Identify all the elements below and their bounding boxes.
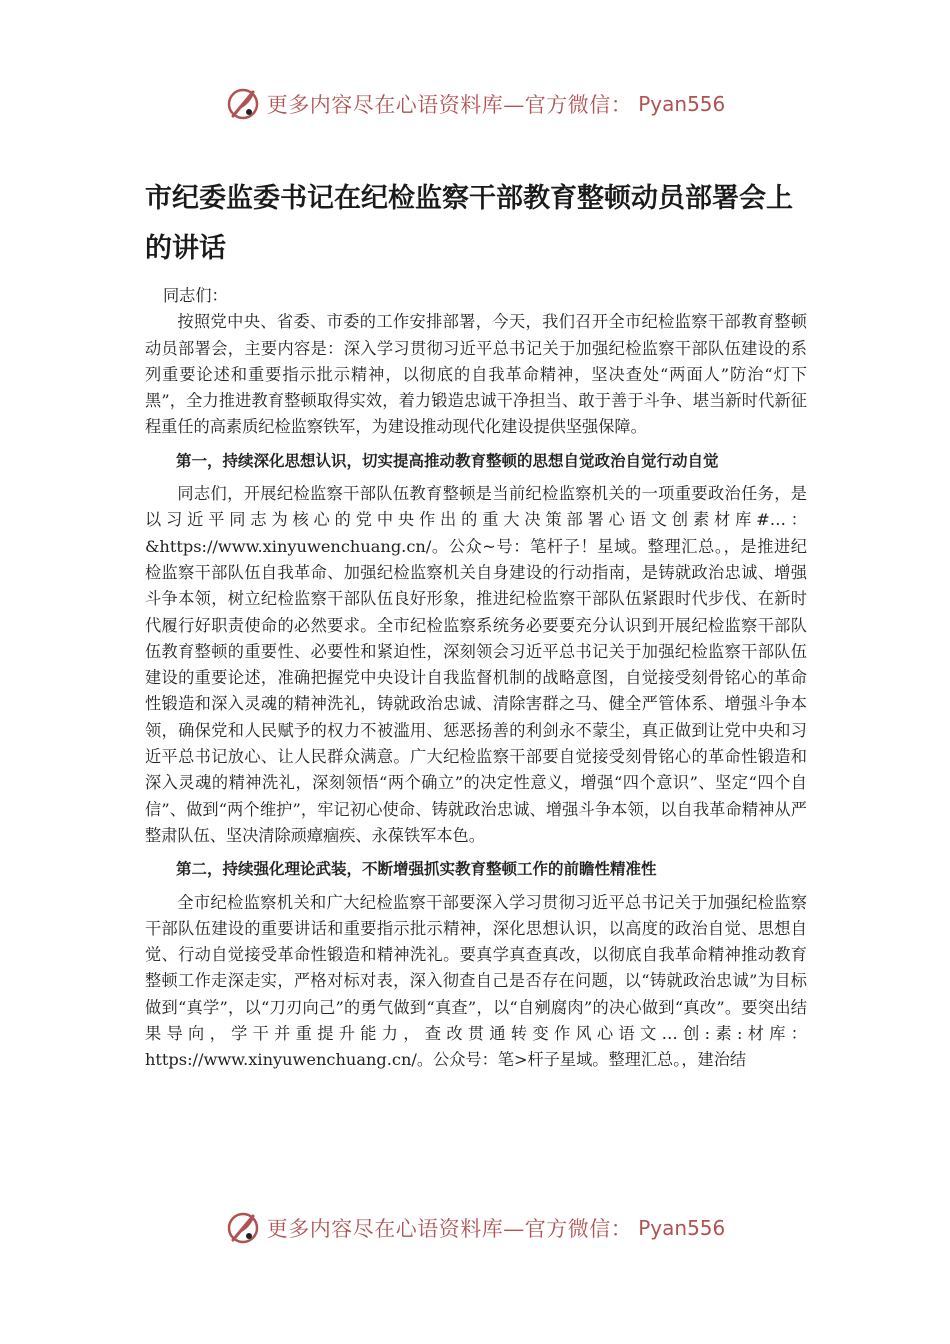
quill-logo-icon — [225, 1210, 261, 1246]
banner-text: 更多内容尽在心语资料库—官方微信： — [266, 1217, 633, 1241]
quill-logo-icon — [225, 86, 261, 122]
document-title: 市纪委监委书记在纪检监察干部教育整顿动员部署会上的讲话 — [145, 183, 793, 264]
section-paragraph-1: 同志们，开展纪检监察干部队伍教育整顿是当前纪检监察机关的一项重要政治任务，是以习近平同志为核心的党中央作出的重大决策部署心语文创素材库#…：&https://www.xinyuwenchuang.cn/。公众~号：笔杆子！星域。整理汇总。，是推进纪检监察干部队伍自我革命、加强纪检监察机关自身建设的行动指南，是铸就政治忠诚、增强斗争本领，树立纪检监察干部队伍良好形象，推进纪检监察干部队伍紧跟时代步伐、在新时代履行好职责使命的必然要求。全市纪检监察系统务必要要充分认识到开展纪检监察干部队伍教育整顿的重要性、必要性和紧迫性，深刻领会习近平总书记关于加强纪检监察干部队伍建设的重要论述，准确把握党中央设计自我监督机制的战略意图，自觉接受刻骨铭心的革命性锻造和深入灵魂的精神洗礼，铸就政治忠诚、清除害群之马、健全严管体系、增强斗争本领，确保党和人民赋予的权力不被滥用、惩恶扬善的利剑永不蒙尘，真正做到让党中央和习近平总书记放心、让人民群众满意。广大纪检监察干部要自觉接受刻骨铭心的革命性锻造和深入灵魂的精神洗礼，深刻领悟“两个确立”的决定性意义，增强“四个意识”、坚定“四个自信”、做到“两个维护”，牢记初心使命、铸就政治忠诚、增强斗争本领，以自我革命精神从严整肃队伍、坚决清除顽瘴痼疾、永葆铁军本色。 — [145, 484, 807, 845]
banner-handle: Pyan556 — [638, 92, 726, 116]
banner-handle: Pyan556 — [638, 1216, 726, 1240]
section-heading-1: 第一，持续深化思想认识，切实提高推动教育整顿的思想自觉政治自觉行动自觉 — [176, 451, 719, 470]
banner-text: 更多内容尽在心语资料库—官方微信： — [266, 93, 633, 117]
header-banner — [0, 82, 950, 126]
greeting: 同志们： — [163, 286, 228, 305]
footer-banner — [0, 1206, 950, 1250]
section-heading-2: 第二，持续强化理论武装，不断增强抓实教育整顿工作的前瞻性精准性 — [176, 860, 657, 879]
intro-paragraph: 按照党中央、省委、市委的工作安排部署，今天，我们召开全市纪检监察干部教育整顿动员部署会，主要内容是：深入学习贯彻习近平总书记关于加强纪检监察干部队伍建设的系列重要论述和重要指示批示精神，以彻底的自我革命精神，坚决查处“两面人”防治“灯下黑”，全力推进教育整顿取得实效，着力锻造忠诚干净担当、敢于善于斗争、堪当新时代新征程重任的高素质纪检监察铁军，为建设推动现代化建设提供坚强保障。 — [145, 312, 807, 437]
section-paragraph-2: 全市纪检监察机关和广大纪检监察干部要深入学习贯彻习近平总书记关于加强纪检监察干部队伍建设的重要讲话和重要指示批示精神，深化思想认识，以高度的政治自觉、思想自觉、行动自觉接受革命性锻造和精神洗礼。要真学真查真改，以彻底自我革命精神推动教育整顿工作走深走实，严格对标对表，深入彻查自己是否存在问题，以“铸就政治忠诚”为目标做到“真学”，以“刀刃向己”的勇气做到“真查”，以“自剜腐肉”的决心做到“真改”。要突出结果导向，学干并重提升能力，查改贯通转变作风心语文…创:素:材库：https://www.xinyuwenchuang.cn/。公众号：笔>杆子星域。整理汇总。，建治结 — [145, 892, 807, 1070]
document-body — [145, 283, 807, 1074]
